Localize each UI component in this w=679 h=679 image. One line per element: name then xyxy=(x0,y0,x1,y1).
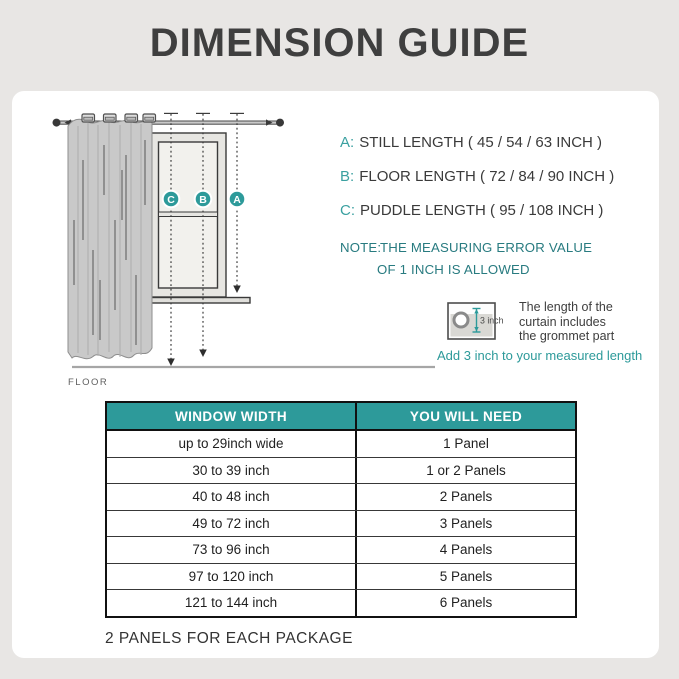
package-note: 2 PANELS FOR EACH PACKAGE xyxy=(105,630,353,647)
legend-letter-b: B: xyxy=(340,168,355,185)
grommet-tip: Add 3 inch to your measured length xyxy=(437,348,643,363)
table-cell-panels: 1 Panel xyxy=(443,436,489,452)
table-cell-panels: 3 Panels xyxy=(439,515,493,531)
legend-letter-c: C: xyxy=(340,202,355,219)
grommet-figure xyxy=(446,301,510,345)
floor-label: FLOOR xyxy=(68,377,109,388)
curtain-panel xyxy=(68,114,156,359)
window-illustration xyxy=(150,133,226,297)
grommet-ring-icon xyxy=(454,313,468,327)
legend-line-a xyxy=(340,134,602,151)
legend-line-c xyxy=(340,202,603,219)
legend-text-b: FLOOR LENGTH ( 72 / 84 / 90 INCH ) xyxy=(359,168,615,185)
legend-letter-a: A: xyxy=(340,134,355,151)
table-row xyxy=(107,536,575,563)
marker-b xyxy=(195,191,212,208)
table-cell-panels: 1 or 2 Panels xyxy=(426,462,506,478)
legend-text-c: PUDDLE LENGTH ( 95 / 108 INCH ) xyxy=(360,202,604,219)
note-label: NOTE: xyxy=(340,240,382,255)
grommet-description: The length of the curtain includes the grommet part xyxy=(519,300,615,344)
table-cell-panels: 6 Panels xyxy=(439,595,493,611)
legend-text-a: STILL LENGTH ( 45 / 54 / 63 INCH ) xyxy=(359,134,603,151)
svg-text:C: C xyxy=(167,193,175,206)
panel-size-table xyxy=(105,401,577,618)
table-cell-width: 49 to 72 inch xyxy=(107,511,357,537)
note-line-1: NOTE:THE MEASURING ERROR VALUE xyxy=(340,240,593,255)
table-cell-width: 73 to 96 inch xyxy=(107,537,357,563)
svg-text:B: B xyxy=(199,193,207,206)
table-row xyxy=(107,457,575,484)
table-row xyxy=(107,510,575,537)
table-cell-panels: 5 Panels xyxy=(439,568,493,584)
table-cell-panels: 4 Panels xyxy=(439,542,493,558)
svg-text:A: A xyxy=(233,193,241,206)
legend-line-b xyxy=(340,168,614,185)
table-cell-width: 40 to 48 inch xyxy=(107,484,357,510)
table-cell-width: up to 29inch wide xyxy=(107,431,357,457)
table-row xyxy=(107,589,575,616)
grommet-measure-label: 3 inch xyxy=(480,315,504,326)
table-header-window-width: WINDOW WIDTH xyxy=(107,403,357,429)
page-title: DIMENSION GUIDE xyxy=(149,21,530,65)
table-header-row xyxy=(107,403,575,429)
note-line-2: OF 1 INCH IS ALLOWED xyxy=(377,262,530,277)
table-cell-width: 30 to 39 inch xyxy=(107,458,357,484)
table-row xyxy=(107,429,575,457)
marker-c xyxy=(163,191,180,208)
table-row xyxy=(107,563,575,590)
table-header-you-will-need: YOU WILL NEED xyxy=(409,408,523,424)
table-cell-width: 121 to 144 inch xyxy=(107,590,357,616)
windowsill xyxy=(149,298,250,304)
marker-a xyxy=(229,191,246,208)
table-cell-panels: 2 Panels xyxy=(439,489,493,505)
table-row xyxy=(107,483,575,510)
table-cell-width: 97 to 120 inch xyxy=(107,564,357,590)
